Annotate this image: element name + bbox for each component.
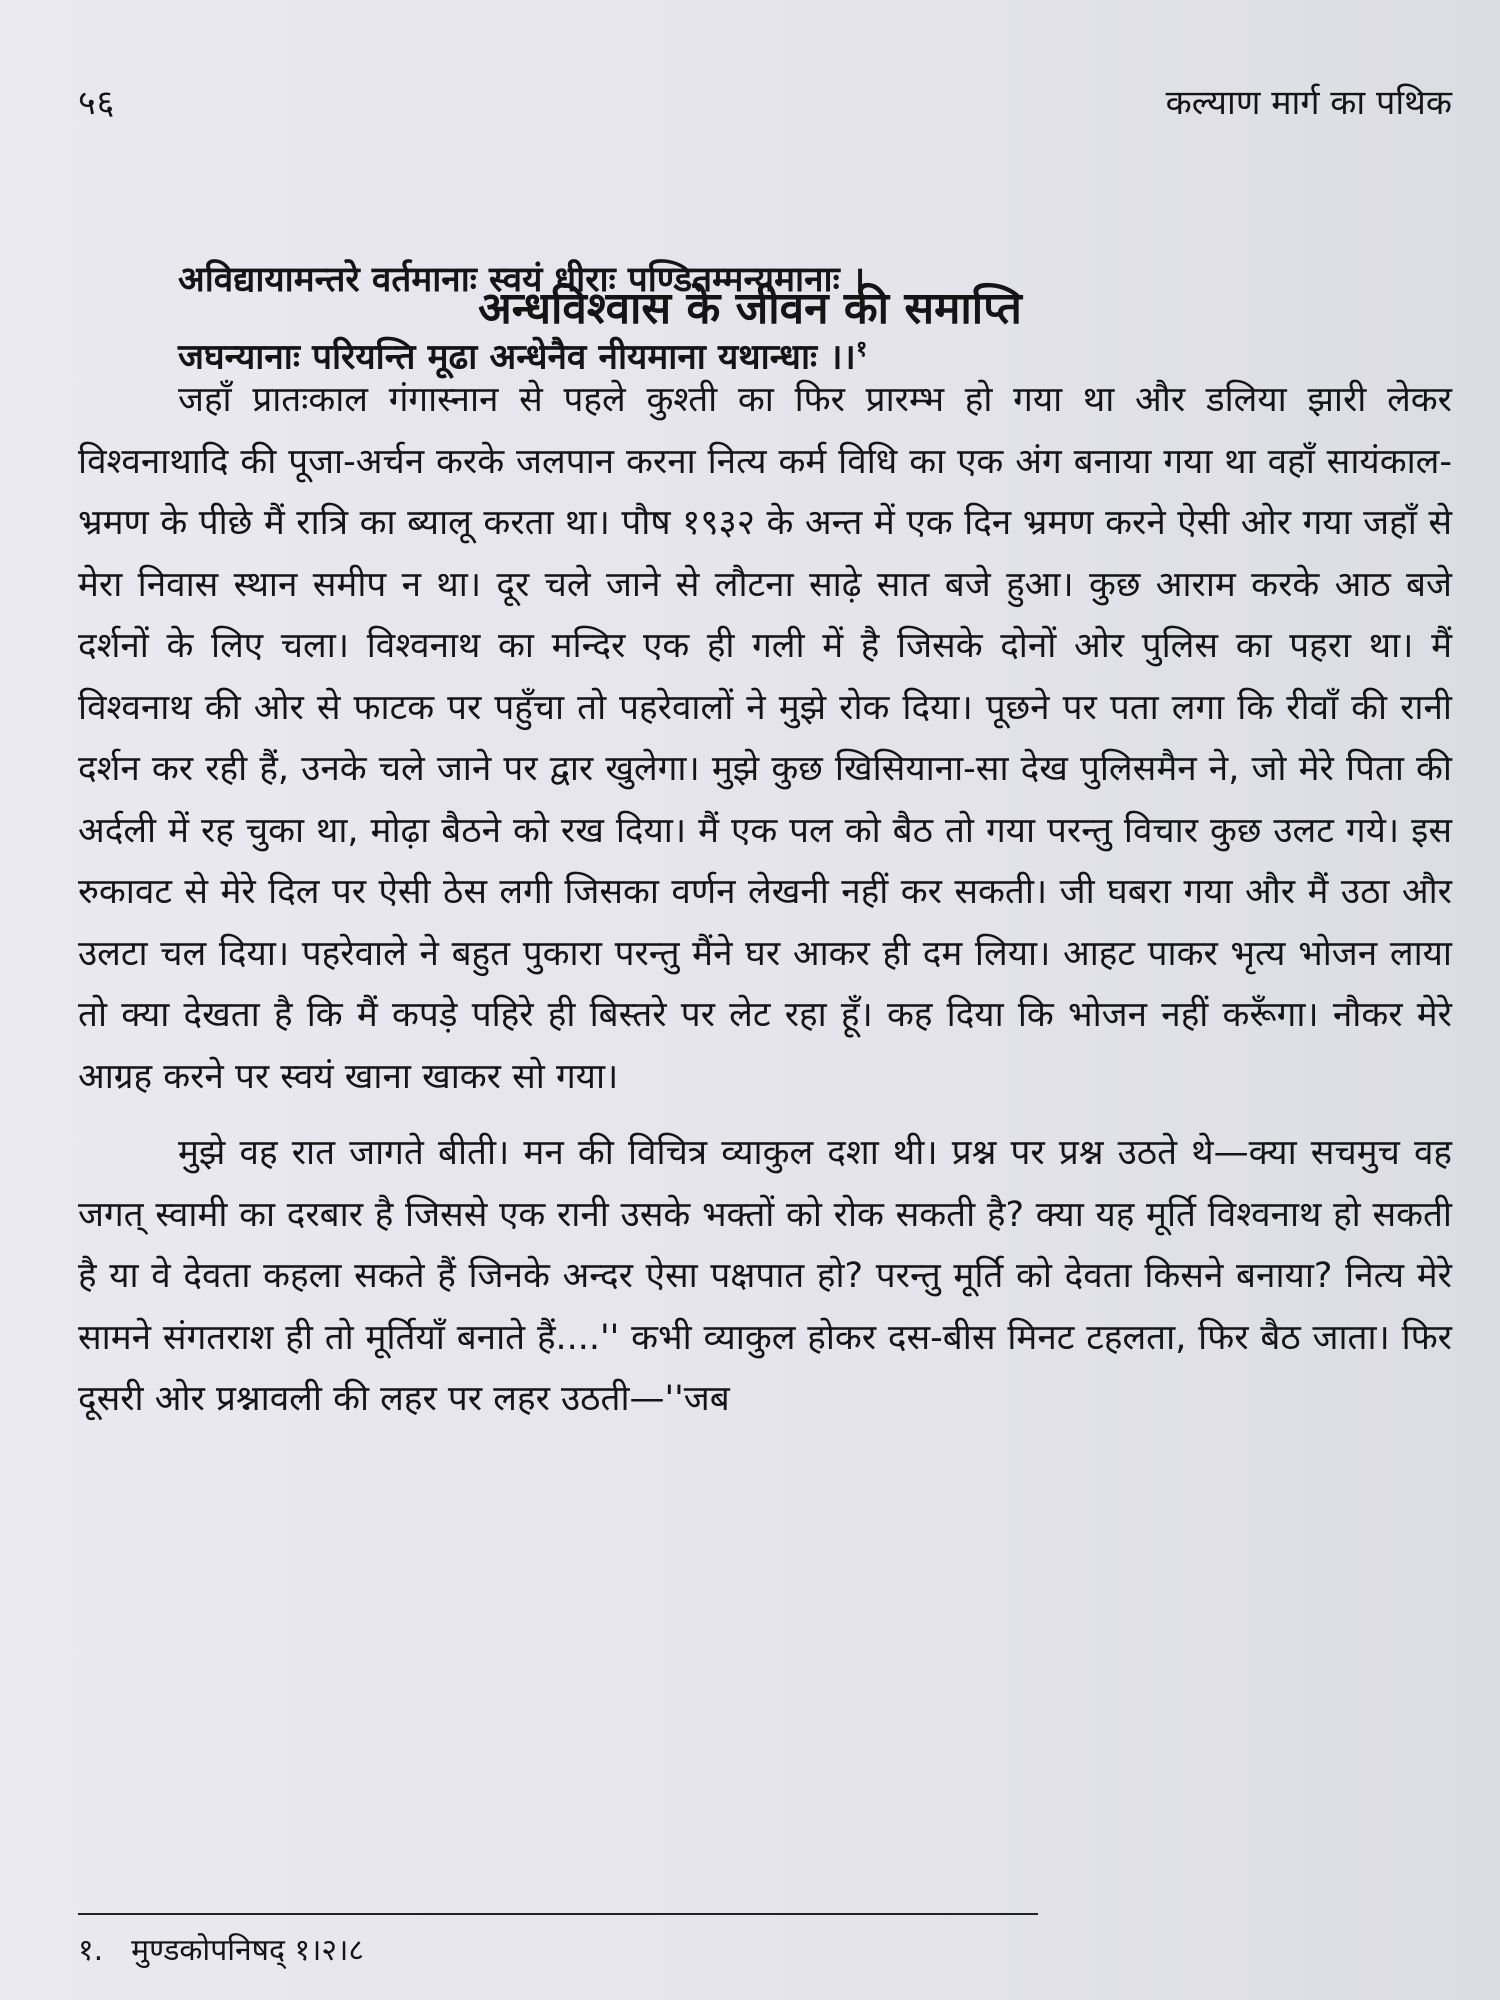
paragraph-1: जहाँ प्रातःकाल गंगास्नान से पहले कुश्ती का फिर प्रारम्भ हो गया था और डलिया झारी लेकर विश्वनाथादि की पूजा-अर्चन करके जलपान करना नित्य कर्म विधि का एक अंग बनाया गया था वहाँ सायंकाल-भ्रमण के पीछे मैं रात्रि का ब्यालू करता था। पौष १९३२ के अन्त में एक दिन भ्रमण करने ऐसी ओर गया जहाँ से मेरा निवास स्थान समीप न था। दूर चले जाने से लौटना साढ़े सात बजे हुआ। कुछ आराम करके आठ बजे दर्शनों के लिए चला। विश्वनाथ का मन्दिर एक ही गली में है जिसके दोनों ओर पुलिस का पहरा था। मैं विश्वनाथ की ओर से फाटक पर पहुँचा तो पहरेवालों ने मुझे रोक दिया। पूछने पर पता लगा कि रीवाँ की रानी दर्शन कर रही हैं, उनके चले जाने पर द्वार खुलेगा। मुझे कुछ खिसियाना-सा देख पुलिसमैन ने, जो मेरे पिता की अर्दली में रह चुका था, मोढ़ा बैठने को रख दिया। मैं एक पल को बैठ तो गया परन्तु विचार कुछ उलट गये। इस रुकावट से मेरे दिल पर ऐसी ठेस लगी जिसका वर्णन लेखनी नहीं कर सकती। जी घबरा गया और मैं उठा और उलटा चल दिया। पहरेवाले ने बहुत पुकारा परन्तु मैंने घर आकर ही दम लिया। आहट पाकर भृत्य भोजन लाया तो क्या देखता है कि मैं कपड़े पहिरे ही बिस्तरे पर लेट रहा हूँ। कह दिया कि भोजन नहीं करूँगा। नौकर मेरे आग्रह करने पर स्वयं खाना खाकर सो गया। (78, 380, 1452, 1097)
epigraph-line-1: अविद्यायामन्तरे वर्तमानाः स्वयं धीराः पण्डितम्मन्यमानाः । (178, 260, 866, 300)
chapter-title: अन्धविश्वास के जीवन की समाप्ति (478, 283, 1022, 334)
running-head (78, 78, 1452, 138)
footnote-reference: १ (855, 337, 868, 362)
body-text (78, 370, 1452, 1431)
footnote-text: मुण्डकोपनिषद् १।२।८ (131, 1933, 364, 1968)
footnote-rule (78, 1913, 1038, 1915)
page-number: ५६ (78, 83, 116, 123)
paragraph-2: मुझे वह रात जागते बीती। मन की विचित्र व्याकुल दशा थी। प्रश्न पर प्रश्न उठते थे—क्या सचमुच वह जगत् स्वामी का दरबार है जिससे एक रानी उसके भक्तों को रोक सकती है? क्या यह मूर्ति विश्वनाथ हो सकती है या वे देवता कहला सकते हैं जिनके अन्दर ऐसा पक्षपात हो? परन्तु मूर्ति को देवता किसने बनाया? नित्य मेरे सामने संगतराश ही तो मूर्तियाँ बनाते हैं....'' कभी व्याकुल होकर दस-बीस मिनट टहलता, फिर बैठ जाता। फिर दूसरी ओर प्रश्नावली की लहर पर लहर उठती—''जब (78, 1133, 1452, 1419)
running-title: कल्याण मार्ग का पथिक (1165, 83, 1452, 123)
footnote (78, 1928, 364, 1969)
footnote-number: १. (78, 1933, 104, 1968)
epigraph-line-2-text: जघन्यानाः परियन्ति मूढा अन्धेनैव नीयमाना यथान्धाः ।। (178, 337, 856, 378)
